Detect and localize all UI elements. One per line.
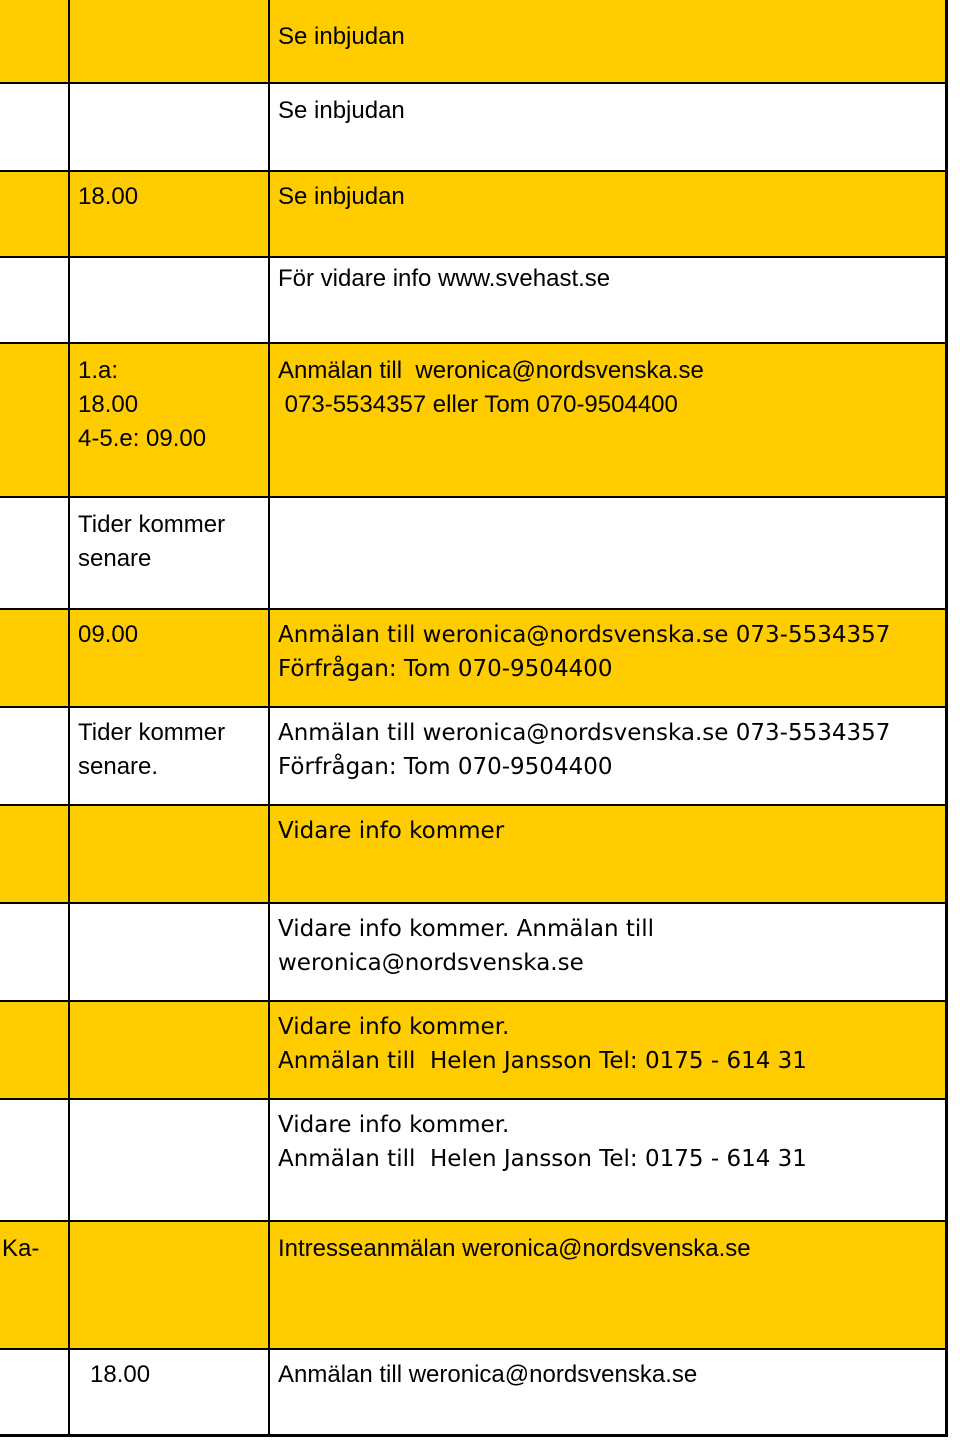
time-cell-line: 1.a:	[78, 357, 119, 384]
info-cell-line: Vidare info kommer. Anmälan till	[278, 916, 655, 942]
time-cell: 09.00	[78, 621, 139, 648]
info-cell: Se inbjudan	[278, 23, 405, 50]
table-row	[0, 1348, 948, 1436]
info-cell[interactable]: Intresseanmälan weronica@nordsvenska.se	[278, 1235, 751, 1262]
table-row	[0, 706, 948, 804]
info-cell[interactable]: För vidare info www.svehast.se	[278, 265, 611, 292]
table-row	[0, 0, 948, 82]
table-row	[0, 608, 948, 706]
table-row	[0, 902, 948, 1000]
table-row	[0, 256, 948, 342]
table-row	[0, 1098, 948, 1220]
info-cell-line: Förfrågan: Tom 070-9504400	[278, 656, 613, 682]
table-row	[0, 1220, 948, 1348]
time-cell: 18.00	[78, 183, 139, 210]
info-cell-line[interactable]: weronica@nordsvenska.se	[278, 950, 584, 976]
time-cell-line: 18.00	[78, 391, 139, 418]
info-cell: Vidare info kommer	[278, 818, 505, 844]
info-cell-line: 073-5534357 eller Tom 070-9504400	[278, 391, 678, 418]
time-cell: 18.00	[90, 1361, 151, 1388]
info-cell[interactable]: Anmälan till weronica@nordsvenska.se	[278, 1361, 698, 1388]
time-cell-line: senare.	[78, 753, 159, 780]
table-row	[0, 342, 948, 496]
info-cell-line: Vidare info kommer.	[278, 1014, 510, 1040]
table-bottom-border	[0, 1434, 948, 1437]
info-cell-line[interactable]: Anmälan till weronica@nordsvenska.se	[278, 357, 704, 384]
time-cell-line: 4-5.e: 09.00	[78, 425, 207, 452]
table-row	[0, 496, 948, 608]
info-cell-line[interactable]: Anmälan till weronica@nordsvenska.se 073-5534357	[278, 622, 891, 648]
table-row	[0, 170, 948, 256]
info-cell-line: Anmälan till Helen Jansson Tel: 0175 - 614 31	[278, 1048, 807, 1074]
info-cell-line: Förfrågan: Tom 070-9504400	[278, 754, 613, 780]
info-cell: Se inbjudan	[278, 183, 405, 210]
table-row	[0, 82, 948, 170]
info-cell-line[interactable]: Anmälan till weronica@nordsvenska.se 073-5534357	[278, 720, 891, 746]
time-cell-line: Tider kommer	[78, 719, 226, 746]
info-cell: Se inbjudan	[278, 97, 405, 124]
time-cell-line: Tider kommer	[78, 511, 226, 538]
info-cell-line: Vidare info kommer.	[278, 1112, 510, 1138]
time-cell-line: senare	[78, 545, 152, 572]
side-label: Ka-	[2, 1235, 40, 1262]
info-cell-line: Anmälan till Helen Jansson Tel: 0175 - 614 31	[278, 1146, 807, 1172]
table-row	[0, 804, 948, 902]
table-row	[0, 1000, 948, 1098]
